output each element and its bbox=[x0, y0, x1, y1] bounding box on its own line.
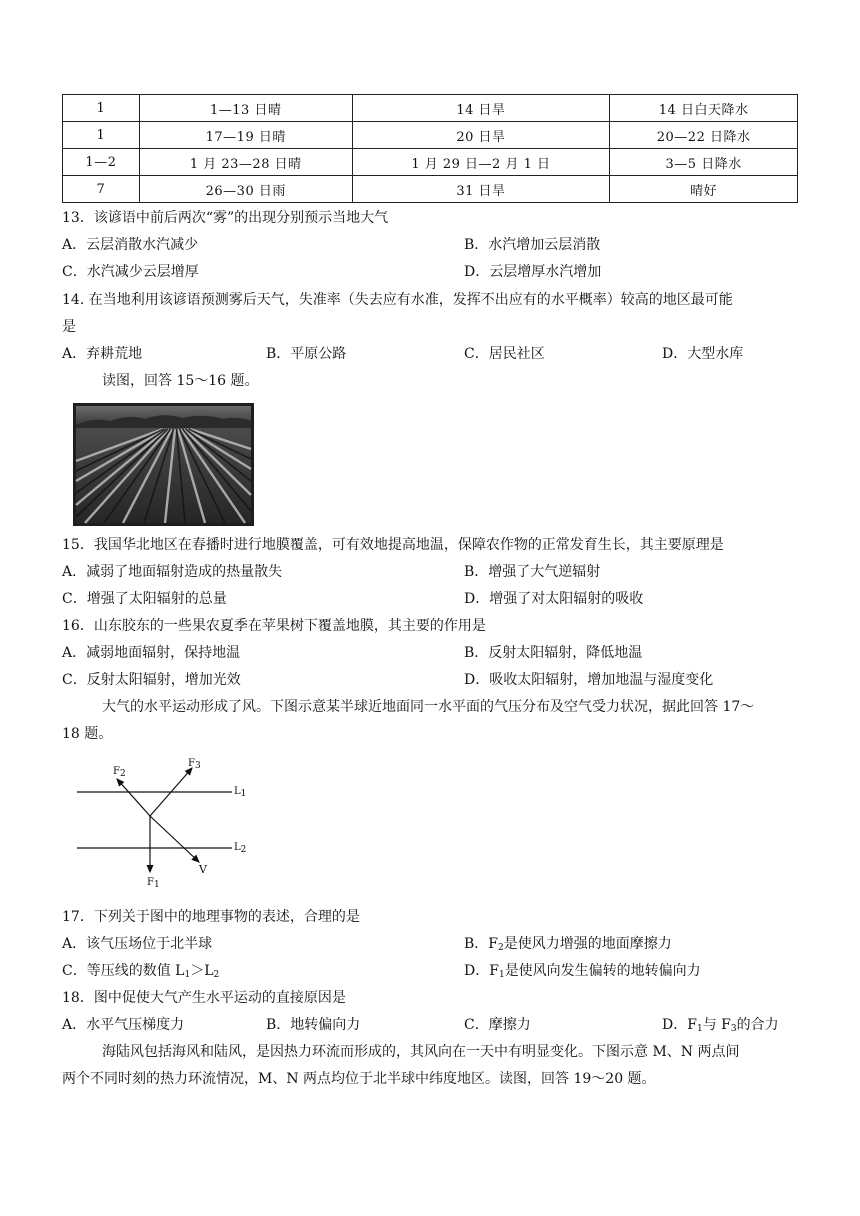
q18-option-b: B．地转偏向力 bbox=[266, 1017, 361, 1033]
q16-option-b: B．反射太阳辐射，降低地温 bbox=[464, 645, 643, 661]
table-cell: 31 日旱 bbox=[352, 176, 610, 203]
weather-table bbox=[62, 94, 798, 203]
q17-option-a: A．该气压场位于北半球 bbox=[62, 936, 213, 952]
table-row bbox=[63, 122, 798, 149]
q13-option-a: A．云层消散水汽减少 bbox=[62, 237, 199, 253]
label-l1: $L_1$ bbox=[234, 786, 247, 799]
mulch-field-photo bbox=[73, 403, 254, 526]
q18-option-c: C．摩擦力 bbox=[464, 1017, 531, 1033]
table-cell: 7 bbox=[63, 176, 140, 203]
arrow-f2 bbox=[117, 779, 150, 816]
table-cell: 26—30 日雨 bbox=[139, 176, 352, 203]
q16-option-c: C．反射太阳辐射，增加光效 bbox=[62, 672, 241, 688]
intro-19-20-line1: 海陆风包括海风和陆风，是因热力环流而形成的，其风向在一天中有明显变化。下图示意 M、N 两点间 bbox=[102, 1044, 740, 1060]
table-cell: 17—19 日晴 bbox=[139, 122, 352, 149]
table-row bbox=[63, 149, 798, 176]
q16-option-d: D．吸收太阳辐射，增加地温与湿度变化 bbox=[464, 672, 714, 688]
q14-stem-line2: 是 bbox=[62, 319, 76, 335]
q15-option-a: A．减弱了地面辐射造成的热量散失 bbox=[62, 564, 283, 580]
q13-option-d: D．云层增厚水汽增加 bbox=[464, 264, 602, 280]
pressure-force-diagram bbox=[72, 758, 262, 894]
intro-17-18-line2: 18 题。 bbox=[62, 726, 113, 742]
q18-option-a: A．水平气压梯度力 bbox=[62, 1017, 185, 1033]
q15-stem: 15．我国华北地区在春播时进行地膜覆盖，可有效地提高地温，保障农作物的正常发育生长，其主要原理是 bbox=[62, 537, 724, 553]
table-cell: 1—13 日晴 bbox=[139, 95, 352, 122]
table-cell: 1 月 23—28 日晴 bbox=[139, 149, 352, 176]
q14-option-b: B．平原公路 bbox=[266, 346, 347, 362]
q13-option-c: C．水汽减少云层增厚 bbox=[62, 264, 199, 280]
intro-19-20-line2: 两个不同时刻的热力环流情况，M、N 两点均位于北半球中纬度地区。读图，回答 19～20 题。 bbox=[62, 1071, 656, 1087]
q14-option-d: D．大型水库 bbox=[662, 346, 744, 362]
table-cell: 14 日白天降水 bbox=[610, 95, 798, 122]
table-cell: 1 bbox=[63, 122, 140, 149]
label-v: V bbox=[199, 863, 207, 876]
q15-option-b: B．增强了大气逆辐射 bbox=[464, 564, 601, 580]
q15-option-d: D．增强了对太阳辐射的吸收 bbox=[464, 591, 644, 607]
table-row bbox=[63, 95, 798, 122]
q17-option-d: D．$F_1$是使风向发生偏转的地转偏向力 bbox=[464, 963, 701, 980]
label-l2: $L_2$ bbox=[234, 842, 247, 855]
q15-option-c: C．增强了太阳辐射的总量 bbox=[62, 591, 227, 607]
label-f1: $F_1$ bbox=[147, 877, 160, 890]
intro-15-16: 读图，回答 15～16 题。 bbox=[102, 373, 259, 389]
intro-17-18-line1: 大气的水平运动形成了风。下图示意某半球近地面同一水平面的气压分布及空气受力状况，据此回答 17～ bbox=[102, 699, 755, 715]
label-f3: $F_3$ bbox=[188, 758, 201, 771]
q17-option-c: C．等压线的数值 $L_1>L_2$ bbox=[62, 963, 220, 980]
table-row bbox=[63, 176, 798, 203]
q16-stem: 16．山东胶东的一些果农夏季在苹果树下覆盖地膜，其主要的作用是 bbox=[62, 618, 486, 634]
q18-stem: 18．图中促使大气产生水平运动的直接原因是 bbox=[62, 990, 346, 1006]
q14-option-a: A．弃耕荒地 bbox=[62, 346, 143, 362]
q17-stem: 17．下列关于图中的地理事物的表述，合理的是 bbox=[62, 909, 360, 925]
q13-option-b: B．水汽增加云层消散 bbox=[464, 237, 601, 253]
q17-option-b: B．$F_2$是使风力增强的地面摩擦力 bbox=[464, 936, 672, 953]
table-cell: 20 日旱 bbox=[352, 122, 610, 149]
table-cell: 20—22 日降水 bbox=[610, 122, 798, 149]
q14-stem-line1: 14. 在当地利用该谚语预测雾后天气，失准率（失去应有水准，发挥不出应有的水平概率）较高的地区最可能 bbox=[62, 292, 733, 308]
table-cell: 14 日旱 bbox=[352, 95, 610, 122]
table-cell: 1 月 29 日—2 月 1 日 bbox=[352, 149, 610, 176]
table-cell: 晴好 bbox=[610, 176, 798, 203]
q16-option-a: A．减弱地面辐射，保持地温 bbox=[62, 645, 241, 661]
q14-option-c: C．居民社区 bbox=[464, 346, 545, 362]
table-cell: 1—2 bbox=[63, 149, 140, 176]
table-cell: 1 bbox=[63, 95, 140, 122]
q13-stem: 13．该谚语中前后两次“雾”的出现分别预示当地大气 bbox=[62, 210, 389, 226]
q18-option-d: D．$F_1$与 $F_3$的合力 bbox=[662, 1017, 779, 1034]
arrow-v bbox=[150, 816, 199, 862]
label-f2: $F_2$ bbox=[113, 766, 126, 779]
table-cell: 3—5 日降水 bbox=[610, 149, 798, 176]
